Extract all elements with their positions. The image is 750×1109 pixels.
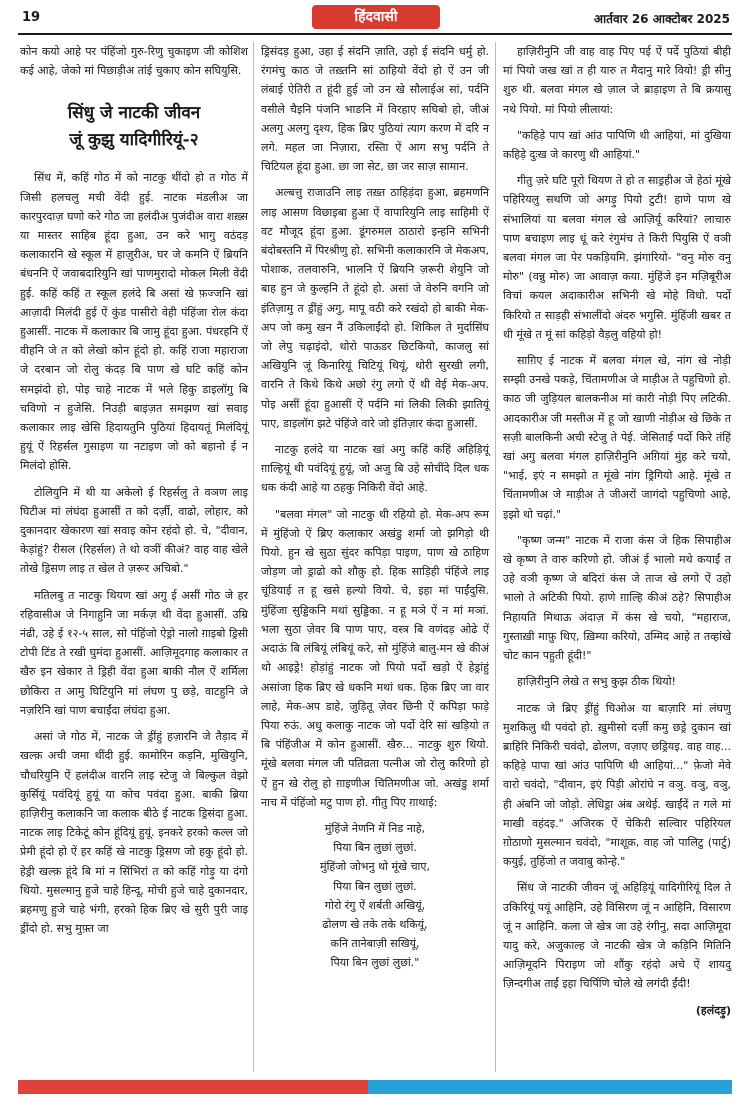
column-divider-2	[495, 42, 496, 1072]
newspaper-masthead: हिंदवासी	[312, 5, 440, 29]
paragraph: हाज़िरीनुनि लेखे त सभु कुझ ठीक थियो!	[517, 675, 676, 689]
verse-line: पिया बिन लुछां लुछां.	[333, 841, 417, 855]
paragraph: कोन कयो आहे पर पंहिंजो गुरु-रिणु चुकाइण जी कोशिश कई आहे, जेको मां पिछाड़ीअ तांई चुकाए कोन सघियुसि.	[20, 45, 248, 78]
verse-line: पिया बिन लुछां लुछां."	[330, 956, 420, 970]
footer-bar-blue	[368, 1080, 732, 1094]
song-verse	[261, 819, 489, 973]
paragraph: असां जे गोठ में, नाटक जे ड्रींहुं हज़ारनि जे तैड़ाद में खल्क़ अची जमा थींदी हुई. कामोरिन कड़नि, मुखियुनि, चौधरियुनि ऐं हलंदीअ वारनि लाइ स्टेजु जे बिल्कुल वेझो कुर्सियूं पवंदियूं हुयूं या कोच पवंदा हुआ. बाकी ब्रिया हाज़िरीनु कलाकनि जा कलाक बीठे ई नाटक ड्रिसंदा हुआ. नाटक लाइ टिकेटूं कोन हूंदियूं हुयूं. इनकरे हरको कल्ल जो प्रेमी हूंदो हो ऐं हर कहिं खे नाटकु ड्रिसण जो हकु हूंदो हो. हेड्री खल्क़ हूंदे बि मां न सिंभिरां त को कहिं गोड़ु या दंगो थियो. मुसल्मानु हुजे चाहे हिन्दू, मोची हुजे चाहे दुकानदार, ब्रहमणु हुजे चाहे भंगी, हरको हिक ब्रिए खे सुरी पुरी जाइ ड्रींदो हो. सभु मुफ़्त जा	[20, 730, 248, 936]
column-divider-1	[253, 42, 254, 1072]
footer-color-bar	[18, 1080, 732, 1094]
headline-line-1: सिंधु जे नाटकी जीवन	[67, 103, 201, 124]
paragraph: मतिलबु त नाटकु थियण खां अगु ई असीं गोठ जे हर रहिवासीअ जे निगाहुनि जा मर्कज़ थी वेंदा हुआसीं. उम्रि नंढी, उहे ई १२-५ साल, सो पंहिंजो ऐड्रो नालो ग़ाइबो ड्रिसी टोपी टिंड ते रखी घुमंदा हुआसीं. आज़िमूदगाह कलाकार त खैरु इन खेकार ते ड्रिही वेंदा हुआ बाकी नौल ऐं शर्मिला छोकिरा त आमु घिटियुनि मां लंघण पु छड़े, वाटहुनि जे नज़रिनि खां पाण बचाईंदा लंघंदा हुआ.	[20, 588, 248, 717]
continued-label: (हलंदड़ु)	[695, 1003, 731, 1017]
paragraph: हाज़िरीनुनि जी वाह वाह पिए पई ऐं पर्दे पुठियां बीही मां पियो जख खां त ही यारु त मैदानु मारे वियो! ड्री सीनु शुरु थी. बलवा मंगल खे ज़ाल जे ब्राड़ाइण ते बि क्रयासु नथे पियो. मां पियो लीलायां:	[503, 45, 731, 116]
verse-line: मुंहिंजे नेणनि में निड नाहे,	[324, 821, 426, 835]
issue-date: आर्तवार 26 आक्टोबर 2025	[593, 12, 730, 26]
paragraph: नाटक जे ब्रिए ड्रींहुं घिओअ या बाज़ारि मां लंघणु मुशकिलु थी पवंदो हो. ख़ुमीसो दर्ज़ी कमु छड्रे दुकान खां ब्राहिरि निकिरी चवंदो, ढोलण, वज़ाए छड्रियइ. वाह वाह... कहिड़े पापा खां आंउ पापिणि थी आहियां..." फ़ेजो मेवे वारो चवंदो, "दीवान, इएं पिड़ी ओरांघे न वञु. वञु, वञु, ही अंबनि जो जोड़ो. लेधिड्रा अंब अथेई. खाईंदें त गले मां माखी वहंदइ." अजिरक ऐं चेकिरी सल्विार पहिरियल ग़ोठाणो मुसल्मान चवंदो, "माशूक़, वाह जो पालिटु (पार्टु) कयुई, तुहिंजो त जवाबु कोन्हे."	[503, 701, 731, 869]
verse-line: कनि तानेबाज़ी सखियूं,	[330, 937, 420, 951]
page-header	[0, 0, 750, 34]
paragraph: "बलवा मंगल" जो नाटकु थी रहियो हो. मेक-अप रूम में मुंहिंजो ऐं ब्रिए कलाकार अखंडु शर्मा जो झगिड़ो थी पियो. हुन खे सुठा सुंदर कपिड़ा पाइण, पाण खे ठाहिण जोड़ण जो ड्राढो को शौक़ु हो. हिक साड़िही पंहिंजे लाइ चूंडियाई त हू खसे हल्यो वियो. चे, इहा मां पाईंदुसि. मुंहिंजा सुड्डिकनि मथां सुड्डिका. न हू मञे ऐं न मां मञां. भला सुठा ज़ेवर बि पाण पाए, वस्त्र बि वणंदड़ ओढे ऐं अदाऊं बि लंबियूं लंबियूं करे, सो मुंहिंजे बालु-मन खे कीअं थो आइड्रे! होड़ांहुं नाटक जो पियो पर्दो खड़ो ऐं हेड्रांहुं असांजा हिक ब्रिए खे धकनि मथां धक. हिक ब्रिए जा वार लाहे, मेक-अप डाहे, जुड़ितू ज़ेवर छिनी ऐं कपिड़ा फाड़े पिया रुऊं. अधु कलाकु नाटक जो पर्दो देरि सां खड़ियो त बि पंहिंजीअ में कोन हुआसीं. खैरु... नाटकु शुरु थियो. मूंखे बलवा मंगल जी पतिव्रता पत्नीअ जो रोलु करिणो हो ऐं हुन खे रोलु हो ग़ाइणीअ चितिमणीअ जो. अखंडु शर्मा नाच में पंहिंजो मटु पाण हो. गीतु पिए ग़ाथाई:	[261, 507, 489, 809]
article-column-3	[503, 42, 731, 1020]
headline-line-2: जूं कुझु यादिगीरियूं-२	[69, 130, 199, 151]
paragraph: सिंध जे नाटकी जीवन जूं अहिड़ियूं यादिगीरियूं दिल ते उकिरियूं पयूं आहिनि, उहे विसिरण जूं न आहिनि, विसारण जूं न आहिनि. कला जे खेत्र जा उहे रंगीनु, सदा आज़िमूदा यादु करे, अजुकाल्ह जे नाटकी खेत्र जे कड़िनि मितिनि आज़िमूदनि पिराइण जो शौंकु रहंदो अचे ऐं शायदु ज़िन्दगीअ ताईं इहा चिर्पिणि चोले खे लगंदी ईंदी!	[503, 881, 731, 991]
paragraph: सिंध में, कहिं गोठ में को नाटकु थींदो हो त गोठ में जिसी हलचलु मची वेंदी हुई. नाटक मंडलीअ जा कारपुरदाज़ घणो करे गोठ जा हलंदीअ पुजंदीअ वारा शख़्स या मास्तर साहिब हूंदा हुआ, उन करे भागु वठंदड़ कलाकारनि खे स्कूल में हाज़ुरीअ, घर जे कमनि ऐं ब्रियनि बंधननि ऐं जवाबदारियुनि खां पाणमुरादो मोकल मिली वेंदी हुई. कहिं कहिं त स्कूल हलंदे बि असां खे फ़ज्जनि खां आज़ादी मिलंदी हुई ऐं कुंड पासीरो वेही पंहिंजा रोल कंदा हुआसीं. नाटक में कलाकार बि जामु हूंदा हुआ. पंधरहनि ऐं वीहनि जे त को लेखो कोन हूंदो हो. कहिं राजा महाराजा जे दरबान जो रोलु कंदड़ बि पाण खे घटि कहिं कोन समझंदो हो, पोइ चाहे नाटक में भले हिकु डाइलॉगु बि चविणो न हुजेसि. निउड़ी बाइज़त समझण खां सवाइ कलाकार लाइ खेसि हिदायतुनि पुठियां हिदायतूं मिलंदियूं हुयूं ऐं रिहर्सल गुसाइण या नटाइण जो को बहानो ई न मिलंदो होसि.	[20, 171, 248, 473]
article-column-2	[261, 42, 489, 981]
paragraph: साग़िए ई नाटक में बलवा मंगल खे, नांग खे नोड़ी सम्झी उनखे पकड़े, चिंतामणीअ जे माड़ीअ ते पहुचिणो हो. काठ जी जुड़ियल बालकनीअ मां कारी नोड़ी पिए लटिकी. आदकारीअ जी मस्तीअ में हू जो खाणी नोड़ीअ खे छिके त सज़ी बालकिनी अची स्टेजु ते पेई. जेसिताई पर्दो किरे तंहिं खां अगु बलवा मंगल हाज़िरीनुनि अग़ियां मुंह करे चयो, "भाई, इएं न समझो त मूंखे नांग ड्रिगियो आहे. मूंखे त चिंतामणीअ जे माड़ीअ ते जीअरों जागंदो पहुचिणो आहे, इझो थो चढ़ां."	[503, 354, 731, 521]
header-divider	[18, 33, 732, 35]
page-number: 19	[22, 10, 41, 25]
paragraph: नाटकु हलंदे या नाटक खां अगु कहिं कहिं अहिड़ियूं ग़ाल्हियूं थी पवंदियूं हुयूं, जो अजु बि उहे सोचींदे दिल धक धक कंदी आहे या ठहकु निकिरी वेंदो आहे.	[261, 443, 489, 495]
paragraph: ड्रिसंदड़ हुआ, उहा ई संदनि ज़ाति, उहो ई संदनि धर्मु हो. रंगमंचु काठ जे तख़्तनि सां ठाहियो वेंदो हो ऐं उन जी लंबाई ऐतिरी त हूंदी हुई जो उन खे सौलाईअ सां, पर्दनि वसीले चैइनि पंजनि भाङनि में विरहाए सघिबो हो, जीअं अलगु अलगु दृश्य, हिक ब्रिए पुठियां त्याग करण में दरि न लगे. महल जा निज़ारा, रस्तिा ऐं आग सभु पर्दनि ते चिटियल हूंदा हुआ. छा जा सेट, छा जर साज़ सामान.	[261, 45, 489, 174]
paragraph: "कहिड़े पाप खां आंउ पापिणि थी आहियां, मां दुखिया कहिड़े दुःख जे कारणु थी आहियां."	[503, 128, 731, 162]
paragraph: "कृष्ण जन्म" नाटक में राजा कंस जे हिक सिपाहीअ खे कृष्ण ते वारु करिणो हो. जीअं ई भालो मथे कयाईं त उहे वञी कृष्ण जे बदिरां कंस जे ताज खे लगो ऐं उहो भालो ते अटिकी पियो. हाणे ग़ाल्हि कीअं ठहे? सिपाहीअ निहायति मिथाऊ अंदाज़ में कंस खे चयो, "महाराज, गुस्ताख़ी माफ़ु थिए, ख़िम्या करियो, उम्मिद आहे त तव्हांखे चोट कान पहुती हूंदी!"	[503, 533, 731, 663]
verse-line: मुंहिंजो जोभनु थो मूंखे चाए,	[320, 860, 430, 874]
paragraph: गीतु ज़रे घटि पूरो थियण ते हो त साड्रहीअ जे हेठां मूंखे पहिरियलु सथणि जो अगड़ु पियो टुटी! हाणे पाण खे संभालियां या बलवा मंगल खे आज़िर्यू करियां? लाचारु पाण बचाइण लाइ धूं करे रंगुमंच ते किरी पियुसि ऐं वञी बलवा मंगल जा पेर पकड़ियमि. झंगारियो- "वनु मोरु वनु मोरु" (वन्नु मोरु) जा आवाज़ कया. मुंहिंजे इन मज़िबूरीअ विचां कयल अदाकारीअ सभिनी खे मोहे विधो. पर्दो किरियो त साड़ही संभालींदो अंदरु भगुसि. मुंहिंजी खबर त थी मूंखे त मूं सां कहिड़ो वैड़लु वहियो हो!	[503, 174, 731, 341]
verse-line: पिया बिन लुछां लुछां.	[333, 879, 417, 893]
verse-line: ढोलण खे तके तके थकियूं,	[322, 917, 428, 931]
paragraph: टोलियुनि में थी या अकेलो ई रिहर्सलु ते वञण लाइ घिटीअ मां लंघंदा हुआसीं त को दर्ज़ी, वाढो, लोहार, को दुकानदार खेकारण खां सवाइ कोन रहंदो हो. चे, "दीवान, केड़ांहुं? रीसल (रिहर्सल) ते थो वञीं कीअं? वाह वाह खेले तोखे ड्रिसण लाइ त खेल ते ज़रूर अचिबो."	[20, 485, 248, 576]
verse-line: गोरो रंगु ऐं शर्बती अखियूं,	[324, 898, 426, 912]
footer-bar-red	[18, 1080, 368, 1094]
paragraph: अल्बत्तु राजाउनि लाइ तख़्त ठाहिड़ंदा हुआ, ब्रहमणनि लाइ आसण विछाइबा हुआ ऐं वापारियुनि लाइ साहिमी ऐं वट मौजूद हूंदा हुआ. डूंगरुमल ठाठारो इन्हनि सभिनी बंदोबस्तनि में पिरश्रीणु हो. सभिनी कलाकारनि जे मेकअप, पोशाक, तलवारुनि, भालनि ऐं ब्रियनि ज़रूरी शेयुनि जो बाह हुन जे कुल्हनि ते हूंदो हो. असां जे वेरुनि वगनि जो इंतिज़ामु त ड्रींहुं अगु, मापू वठी करे रखंदो हो बाकी मेक-अप जो कमु खन नैं उकिलाईंदो हो. शिकिल ते मुर्दासिंघ जो लेपु चढ़ाइंदो, थोरो पाऊडर छिटकियो, काजलु सां अखियुनि जूं किनारियूं चिटियूं थियूं, थोरी सुरखी लगी, वारनि ते किथे किथे अछो रंगु लगो ऐं थी वेई मेक-अप. पोइ असीं हूंदा हुआसीं ऐं पर्दनि मां लिकी लिकी झातियूं पाए, डाइलॉग झटे पंहिंजे वारे जो इंतिज़ार कंदा हुआसीं.	[261, 186, 489, 430]
article-headline	[20, 100, 248, 154]
article-column-1	[20, 42, 248, 945]
